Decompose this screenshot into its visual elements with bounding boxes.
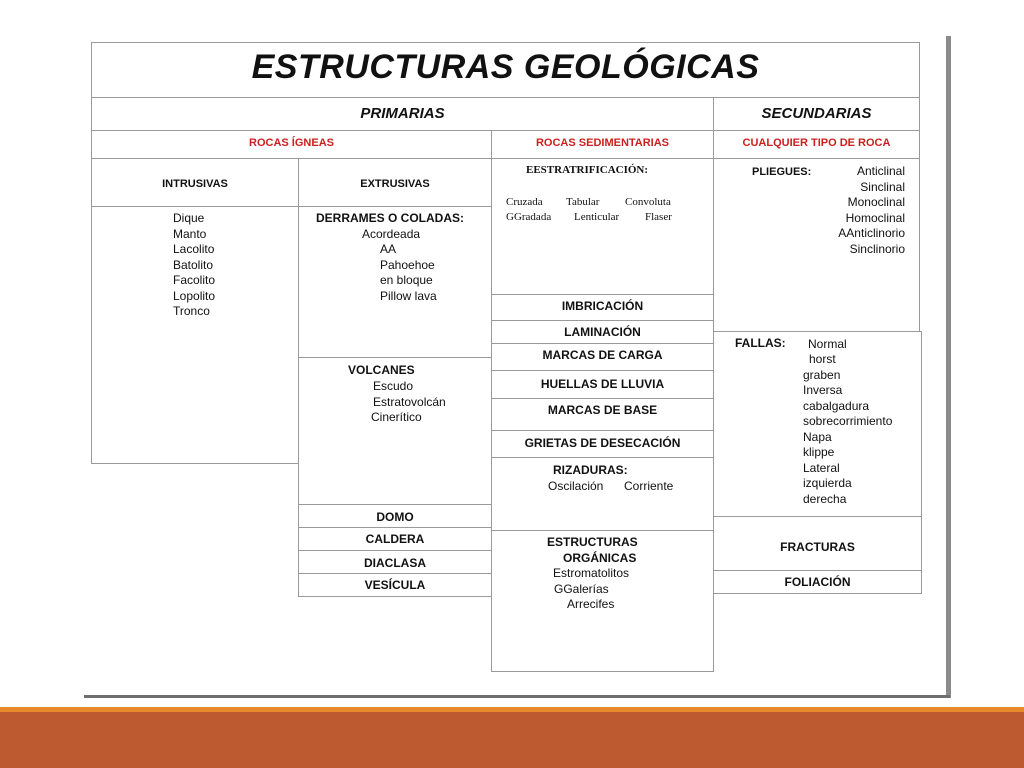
estratificacion-item: Tabular — [566, 196, 600, 208]
cualquier-header: CUALQUIER TIPO DE ROCA — [742, 137, 891, 149]
derrames-title: DERRAMES O COLADAS: — [316, 211, 465, 225]
rizaduras-item: Oscilación — [548, 479, 604, 493]
sheet-bottom-edge — [84, 695, 950, 698]
estratificacion-cell — [491, 158, 714, 295]
intrusivas-header: INTRUSIVAS — [162, 178, 228, 190]
fallas-list — [803, 352, 892, 507]
estratificacion-item: Lenticular — [574, 211, 620, 223]
fracturas-label: FRACTURAS — [780, 540, 855, 554]
sedimentarias-header: ROCAS SEDIMENTARIAS — [535, 137, 670, 149]
estratificacion-title: EESTRATRIFICACIÓN: — [526, 164, 649, 176]
estratificacion-item: Convoluta — [625, 196, 671, 208]
list-item: Sinclinal — [860, 179, 905, 194]
list-item: Lacolito — [173, 242, 215, 256]
list-item: horst — [809, 352, 836, 366]
intrusivas-list — [173, 211, 215, 320]
estratificacion-item: Cruzada — [506, 196, 543, 208]
list-item: Lateral — [803, 460, 840, 475]
marcas-carga-label: MARCAS DE CARGA — [542, 348, 663, 362]
volcanes-list — [373, 379, 446, 426]
footer-bar — [0, 712, 1024, 768]
secundarias-header: SECUNDARIAS — [761, 105, 872, 122]
domo-label: DOMO — [376, 510, 414, 524]
list-item: Monoclinal — [847, 195, 905, 209]
list-item: klippe — [803, 445, 835, 459]
rizaduras-title: RIZADURAS: — [553, 463, 628, 477]
organicas-item: Arrecifes — [567, 597, 615, 611]
marcas-base-label: MARCAS DE BASE — [547, 403, 658, 417]
list-item: cabalgadura — [803, 398, 870, 413]
organicas-item: Estromatolitos — [553, 566, 630, 580]
laminacion-label: LAMINACIÓN — [564, 325, 641, 339]
list-item: Manto — [173, 226, 207, 241]
foliacion-label: FOLIACIÓN — [784, 575, 851, 589]
derrames-sub: Acordeada — [362, 227, 421, 241]
caldera-label: CALDERA — [365, 532, 425, 546]
list-item: Dique — [173, 211, 205, 225]
estratificacion-item: GGradada — [506, 211, 552, 223]
pliegues-title: PLIEGUES: — [752, 166, 812, 178]
list-item: Anticlinal — [856, 164, 905, 178]
list-item: Tronco — [173, 304, 210, 318]
igneas-header: ROCAS ÍGNEAS — [249, 137, 334, 149]
rizaduras-item: Corriente — [624, 479, 674, 493]
list-item: AAnticlinorio — [838, 226, 905, 240]
derrames-list — [380, 242, 437, 304]
list-item: Pahoehoe — [380, 257, 435, 272]
list-item: Cinerítico — [371, 410, 422, 424]
fallas-first: Normal — [808, 337, 847, 351]
list-item: Homoclinal — [845, 210, 905, 225]
list-item: Inversa — [803, 383, 843, 397]
list-item: graben — [803, 367, 841, 382]
list-item: en bloque — [380, 273, 433, 287]
huellas-lluvia-label: HUELLAS DE LLUVIA — [540, 377, 665, 391]
organicas-item: GGalerías — [554, 582, 609, 596]
diaclasa-label: DIACLASA — [364, 556, 426, 570]
list-item: sobrecorrimiento — [803, 414, 893, 428]
list-item: Estratovolcán — [373, 394, 446, 409]
list-item: Napa — [803, 429, 832, 444]
list-item: Lopolito — [173, 288, 216, 303]
pliegues-list — [800, 164, 905, 257]
list-item: derecha — [803, 491, 847, 506]
list-item: Sinclinorio — [849, 241, 905, 256]
estratificacion-item: Flaser — [645, 211, 672, 223]
extrusivas-header: EXTRUSIVAS — [360, 178, 430, 190]
imbricacion-label: IMBRICACIÓN — [561, 299, 644, 313]
sheet-shadow — [946, 36, 951, 698]
list-item: Batolito — [173, 257, 214, 272]
grietas-label: GRIETAS DE DESECACIÓN — [524, 436, 681, 450]
list-item: AA — [380, 242, 397, 256]
primarias-header: PRIMARIAS — [360, 105, 445, 122]
fallas-title: FALLAS: — [735, 336, 786, 350]
list-item: Pillow lava — [380, 288, 437, 303]
vesicula-label: VESÍCULA — [364, 578, 426, 592]
organicas-title-2: ORGÁNICAS — [563, 551, 637, 565]
organicas-title-1: ESTRUCTURAS — [547, 535, 638, 549]
list-item: Escudo — [373, 379, 414, 393]
list-item: izquierda — [803, 476, 852, 490]
volcanes-title: VOLCANES — [348, 363, 415, 377]
page-title: ESTRUCTURAS GEOLÓGICAS — [251, 48, 760, 86]
list-item: Facolito — [173, 273, 216, 287]
